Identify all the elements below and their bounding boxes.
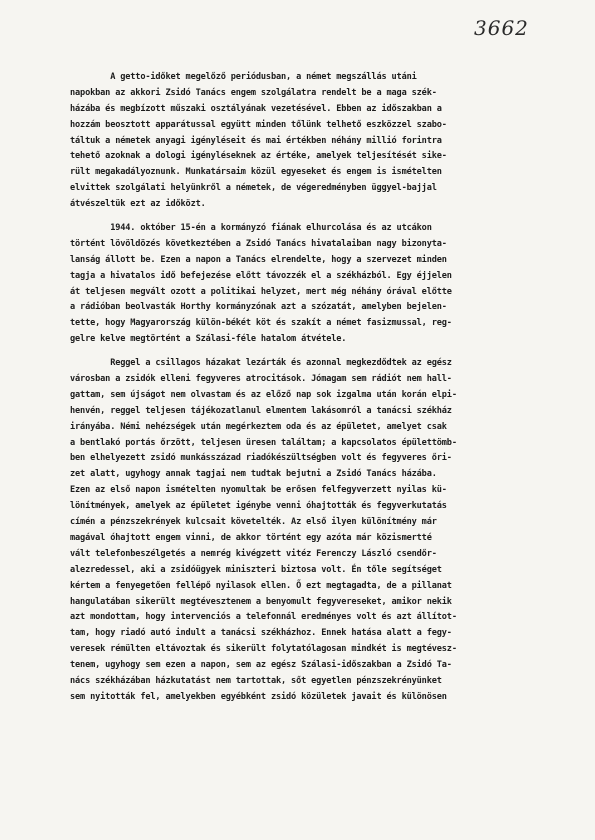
text-line: kértem a fenyegetően fellépő nyilasok ellen. Ő ezt megtagadta, de a pillanat [70, 580, 452, 591]
text-line: napokban az akkori Zsidó Tanács engem szolgálatra rendelt be a maga szék- [70, 87, 437, 98]
text-line: azt mondottam, hogy intervenciós a telefonnál eredményes volt és azt állítot- [70, 612, 457, 623]
text-line: hozzám beosztott apparátussal együtt minden tőlünk telhető eszközzel szabo- [70, 119, 447, 130]
text-line: át teljesen megvált ozott a politikai helyzet, mert még néhány órával előtte [70, 286, 452, 297]
document-body [70, 70, 582, 706]
text-line: gelre kelve megtörtént a Szálasi-féle hatalom átvétele. [70, 334, 347, 345]
text-line: hangulatában sikerült megtévesztenem a benyomult fegyvereseket, amikor nekik [70, 596, 452, 607]
paragraph-3 [70, 356, 582, 706]
text-line: táltuk a németek anyagi igényléseit és mai értékben néhány millió forintra [70, 135, 442, 146]
text-line: tenem, ugyhogy sem ezen a napon, sem az egész Szálasi-időszakban a Zsidó Ta- [70, 660, 452, 671]
text-line: városban a zsidók elleni fegyveres atrocitások. Jómagam sem rádiót nem hall- [70, 374, 452, 385]
text-line: elvittek szolgálati helyünkről a németek, de végeredményben üggyel-bajjal [70, 183, 437, 194]
text-line: a bentlakó portás őrzött, teljesen üresen találtam; a kapcsolatos épülettömb- [70, 437, 457, 448]
text-line: házába és megbízott műszaki osztályának vezetésével. Ebben az időszakban a [70, 103, 442, 114]
text-line: alezredessel, aki a zsidóügyek miniszteri biztosa volt. Én tőle segítséget [70, 564, 442, 575]
text-line: lanság állott be. Ezen a napon a Tanács elrendelte, hogy a szervezet minden [70, 254, 447, 265]
text-line: átvészeltük ezt az időközt. [70, 199, 206, 210]
text-line: 1944. október 15-én a kormányzó fiának elhurcolása és az utcákon [70, 223, 432, 234]
text-line: rült megakadályoznunk. Munkatársaim közül egyeseket és engem is ismételten [70, 167, 442, 178]
text-line: magával óhajtott engem vinni, de akkor történt egy azóta már közismertté [70, 532, 432, 543]
text-line: veresek rémülten eltávoztak és sikerült folytatólagosan mindkét is megtévesz- [70, 644, 457, 655]
text-line: vált telefonbeszélgetés a nemrég kivégzett vitéz Ferenczy László csendőr- [70, 548, 437, 559]
text-line: történt lövöldözés következtében a Zsidó Tanács hivatalaiban nagy bizonyta- [70, 238, 447, 249]
text-line: A getto-időket megelőző periódusban, a német megszállás utáni [70, 72, 417, 82]
text-line: lönítmények, amelyek az épületet igénybe venni óhajtották és fegyverkutatás [70, 501, 447, 512]
text-line: a rádióban beolvasták Horthy kormányzónak azt a szózatát, amelyben bejelen- [70, 302, 447, 313]
text-line: tam, hogy riadó autó indult a tanácsi székházhoz. Ennek hatása alatt a fegy- [70, 628, 452, 639]
text-line: ben elhelyezett zsidó munkásszázad riadókészültségben volt és fegyveres őri- [70, 453, 452, 464]
text-line: zet alatt, ugyhogy annak tagjai nem tudtak bejutni a Zsidó Tanács házába. [70, 469, 437, 480]
text-line: Reggel a csillagos házakat lezárták és azonnal megkezdődtek az egész [70, 358, 452, 369]
paragraph-2 [70, 221, 582, 348]
handwritten-page-number: 3662 [474, 16, 529, 40]
text-line: tette, hogy Magyarország külön-békét köt és szakít a német fasizmussal, reg- [70, 318, 452, 329]
text-line: irányába. Némi nehézségek után megérkeztem oda és az épületet, amelyet csak [70, 421, 447, 432]
text-line: Ezen az első napon ismételten nyomultak be erősen felfegyverzett nyilas kü- [70, 485, 447, 496]
text-line: sem nyitották fel, amelyekben egyébként zsidó közületek javait és különösen [70, 691, 447, 702]
text-line: gattam, sem újságot nem olvastam és az előző nap sok izgalma után korán elpi- [70, 389, 457, 400]
text-line: címén a pénzszekrények kulcsait követelték. Az első ilyen különítmény már [70, 517, 437, 528]
text-line: henvén, reggel teljesen tájékozatlanul elmentem lakásomról a tanácsi székház [70, 405, 452, 416]
text-line: tagja a hivatalos idő befejezése előtt távozzék el a székházból. Egy éjjelen [70, 270, 452, 281]
text-line: tehető azoknak a dologi igényléseknek az értéke, amelyek teljesítését sike- [70, 151, 447, 162]
paragraph-1 [70, 70, 582, 213]
text-line: nács székházában házkutatást nem tartottak, sőt egyetlen pénzszekrényünket [70, 675, 442, 686]
